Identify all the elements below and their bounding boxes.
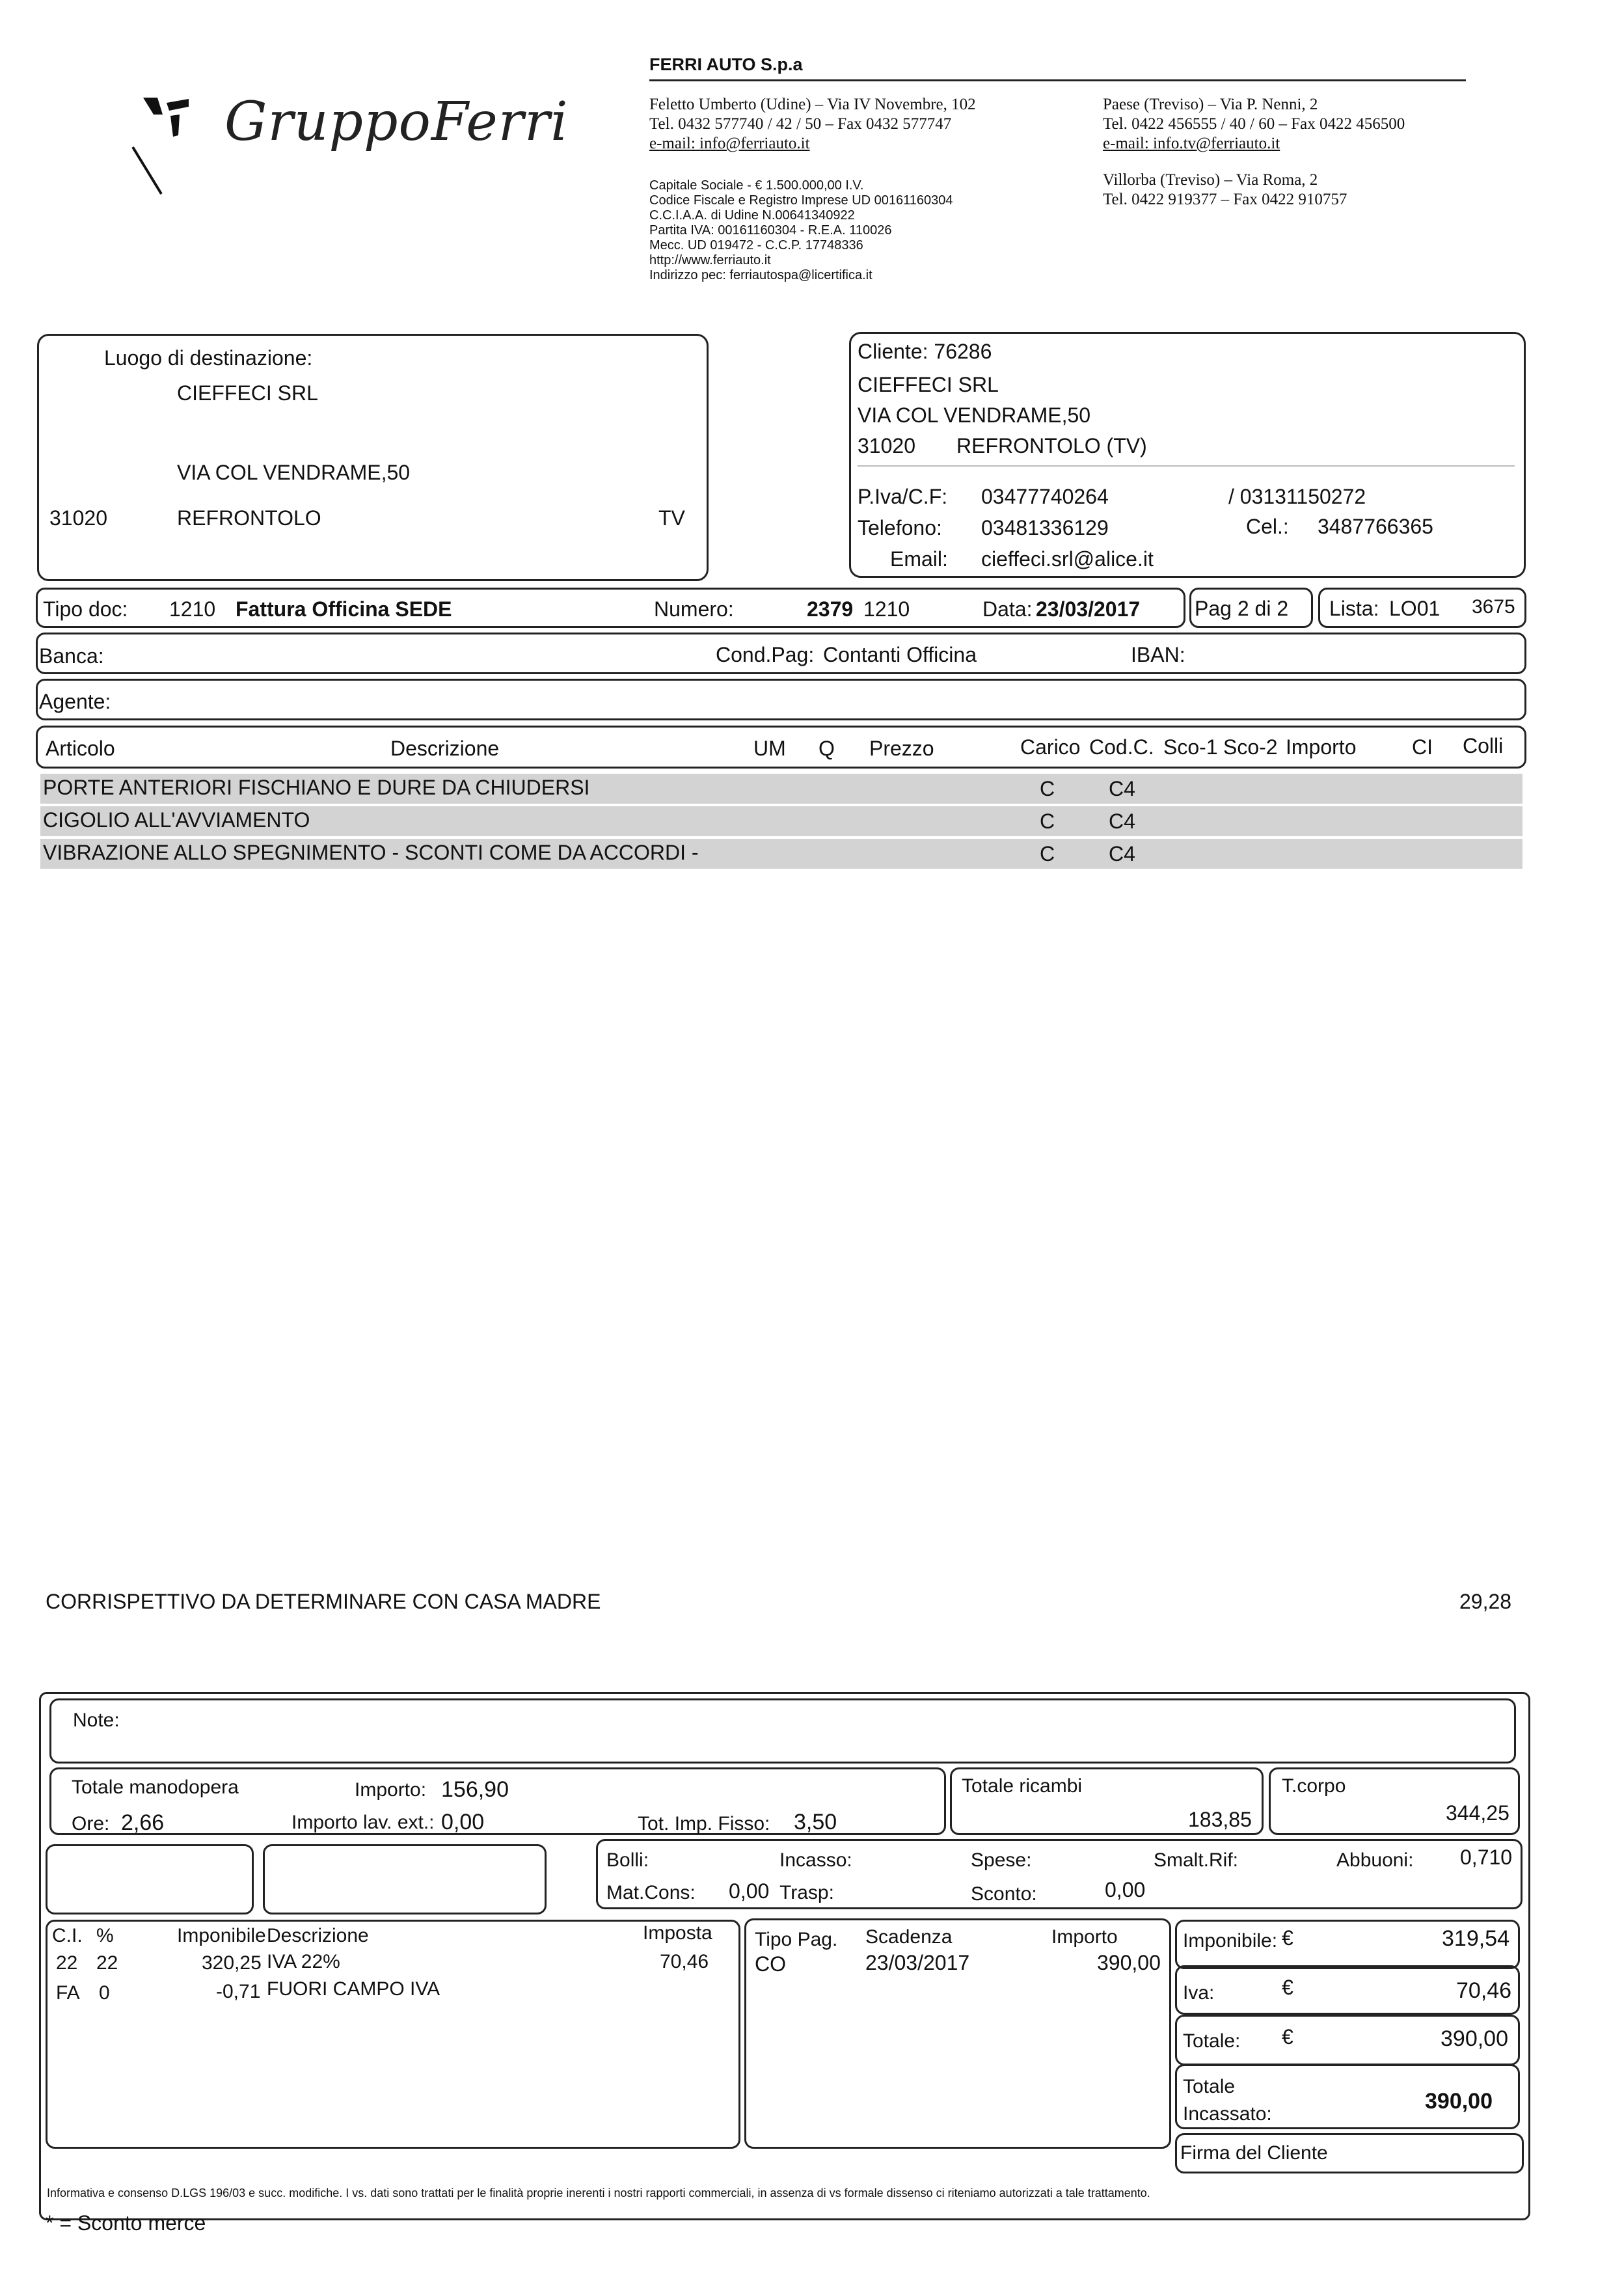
vat-row-percent: 22 — [96, 1952, 118, 1974]
taxable-total-label: Imponibile: — [1183, 1930, 1278, 1952]
collected-label-line2: Incassato: — [1183, 2103, 1272, 2125]
collected-label-line1: Totale — [1183, 2076, 1236, 2097]
legal-line: C.C.I.A.A. di Udine N.00641340922 — [649, 208, 855, 223]
doc-type-code: 1210 — [169, 597, 216, 621]
privacy-notice: Informativa e consenso D.LGS 196/03 e succ. modifiche. I vs. dati sono trattati per le finalità proprie inerenti i nostri rapporti commerciali, in assenza di vs formale dissenso ci riteniamo autorizzati a tale trattamento. — [47, 2186, 1150, 2200]
row-description: VIBRAZIONE ALLO SPEGNIMENTO - SCONTI COME DA ACCORDI - — [43, 841, 699, 864]
vat-col-ci: C.I. — [52, 1925, 83, 1946]
body-total-label: T.corpo — [1282, 1775, 1346, 1797]
header-rule — [649, 79, 1466, 81]
currency-symbol: € — [1282, 2025, 1293, 2049]
agent-box — [36, 679, 1526, 720]
hours-value: 2,66 — [121, 1810, 165, 1835]
consumables-label: Mat.Cons: — [606, 1882, 696, 1903]
fixed-tax-label: Tot. Imp. Fisso: — [638, 1813, 770, 1834]
destination-label: Luogo di destinazione: — [104, 346, 313, 370]
office-villorba-address: Villorba (Treviso) – Via Roma, 2 — [1103, 171, 1318, 189]
destination-cap: 31020 — [49, 506, 107, 530]
col-header-sco2: Sco-2 — [1223, 735, 1278, 759]
destination-city: REFRONTOLO — [177, 506, 321, 530]
payment-type-label: Tipo Pag. — [755, 1929, 838, 1950]
doc-type-name: Fattura Officina SEDE — [236, 597, 452, 621]
collection-label: Incasso: — [779, 1849, 852, 1871]
doc-number-suffix: 1210 — [863, 597, 910, 621]
client-address: VIA COL VENDRAME,50 — [858, 403, 1091, 427]
vat-col-percent: % — [96, 1925, 114, 1946]
logo-wordmark: GruppoFerri — [224, 91, 569, 153]
client-cel-label: Cel.: — [1246, 515, 1289, 538]
corrispettivo-value: 29,28 — [1459, 1590, 1512, 1613]
empty-box — [263, 1844, 547, 1914]
row-codc: C4 — [1109, 810, 1135, 833]
payment-due-date: 23/03/2017 — [865, 1951, 970, 1974]
note-label: Note: — [73, 1710, 120, 1731]
row-codc: C4 — [1109, 777, 1135, 800]
col-header-articolo: Articolo — [46, 737, 115, 760]
col-header-sco1: Sco-1 — [1163, 735, 1218, 759]
client-city: REFRONTOLO (TV) — [956, 434, 1147, 457]
grand-total-amount: 390,00 — [1441, 2026, 1508, 2051]
doc-number-label: Numero: — [654, 597, 734, 621]
iban-label: IBAN: — [1131, 643, 1185, 666]
vat-row-ci: FA — [56, 1982, 80, 2004]
lista-number: 3675 — [1472, 596, 1515, 618]
client-phone: 03481336129 — [981, 516, 1109, 539]
doc-date-label: Data: — [982, 597, 1033, 621]
lista-label: Lista: — [1329, 597, 1379, 620]
vat-breakdown-box — [46, 1920, 740, 2149]
client-email[interactable]: cieffeci.srl@alice.it — [981, 547, 1154, 571]
client-id: Cliente: 76286 — [858, 340, 992, 363]
vat-row-taxable: 320,25 — [202, 1952, 262, 1974]
client-name: CIEFFECI SRL — [858, 373, 999, 396]
consumables-amount: 0,00 — [729, 1879, 770, 1903]
currency-symbol: € — [1282, 1976, 1293, 1999]
labor-label: Totale manodopera — [72, 1777, 239, 1798]
legal-line: Capitale Sociale - € 1.500.000,00 I.V. — [649, 178, 864, 193]
row-description: PORTE ANTERIORI FISCHIANO E DURE DA CHIUDERSI — [43, 776, 590, 799]
col-header-um: UM — [753, 737, 786, 760]
vat-row-description: IVA 22% — [267, 1951, 340, 1972]
col-header-ci: CI — [1412, 735, 1433, 759]
stamps-label: Bolli: — [606, 1849, 649, 1871]
office-villorba-phone: Tel. 0422 919377 – Fax 0422 910757 — [1103, 191, 1347, 208]
client-cel: 3487766365 — [1318, 515, 1433, 538]
grand-total-label: Totale: — [1183, 2030, 1241, 2052]
client-cap: 31020 — [858, 434, 915, 457]
destination-box — [37, 334, 709, 581]
destination-name: CIEFFECI SRL — [177, 381, 318, 405]
office-villorba — [1103, 170, 1347, 210]
company-name: FERRI AUTO S.p.a — [649, 55, 803, 74]
payment-due-label: Scadenza — [865, 1926, 953, 1948]
vat-row-description: FUORI CAMPO IVA — [267, 1978, 440, 2000]
client-email-label: Email: — [890, 547, 948, 571]
col-header-prezzo: Prezzo — [869, 737, 934, 760]
agent-label: Agente: — [39, 690, 111, 713]
row-carico: C — [1040, 842, 1055, 865]
payment-amount-label: Importo — [1051, 1926, 1118, 1948]
empty-box — [46, 1844, 254, 1914]
vat-col-tax: Imposta — [643, 1922, 712, 1944]
expenses-label: Spese: — [971, 1849, 1032, 1871]
vat-row-tax: 70,46 — [660, 1951, 709, 1972]
note-box — [49, 1698, 1516, 1764]
allowances-label: Abbuoni: — [1336, 1849, 1414, 1871]
office-udine-address: Feletto Umberto (Udine) – Via IV Novembre, 102 — [649, 96, 976, 113]
customer-signature-label: Firma del Cliente — [1180, 2142, 1328, 2164]
col-header-carico: Carico — [1020, 735, 1081, 759]
discount-legend: * = Sconto merce — [46, 2211, 206, 2235]
payment-terms-label: Cond.Pag: — [716, 643, 815, 666]
vat-total-label: Iva: — [1183, 1982, 1215, 2004]
doc-page: Pag 2 di 2 — [1195, 597, 1289, 620]
destination-address: VIA COL VENDRAME,50 — [177, 461, 411, 484]
external-labor-amount: 0,00 — [441, 1810, 485, 1834]
gruppo-ferri-logo-mark — [124, 90, 215, 200]
parts-amount: 183,85 — [1188, 1808, 1252, 1831]
corrispettivo-text: CORRISPETTIVO DA DETERMINARE CON CASA MADRE — [46, 1590, 601, 1613]
office-udine-email[interactable]: e-mail: info@ferriauto.it — [649, 135, 810, 152]
office-udine-phone: Tel. 0432 577740 / 42 / 50 – Fax 0432 577747 — [649, 115, 952, 133]
labor-amount-label: Importo: — [355, 1779, 427, 1801]
vat-col-description: Descrizione — [267, 1925, 369, 1946]
row-codc: C4 — [1109, 842, 1135, 865]
doc-number: 2379 — [807, 597, 854, 621]
currency-symbol: € — [1282, 1926, 1293, 1950]
legal-website[interactable]: http://www.ferriauto.it — [649, 253, 771, 267]
fixed-tax-amount: 3,50 — [794, 1810, 837, 1834]
transport-label: Trasp: — [779, 1882, 834, 1903]
taxable-total-amount: 319,54 — [1442, 1926, 1509, 1951]
office-paese-phone: Tel. 0422 456555 / 40 / 60 – Fax 0422 456500 — [1103, 115, 1405, 133]
office-paese — [1103, 95, 1405, 154]
parts-label: Totale ricambi — [962, 1775, 1083, 1797]
vat-total-amount: 70,46 — [1456, 1978, 1512, 2003]
client-piva-label: P.Iva/C.F: — [858, 485, 948, 508]
company-legal-info — [649, 178, 953, 283]
legal-line: Mecc. UD 019472 - C.C.P. 17748336 — [649, 238, 863, 252]
col-header-q: Q — [819, 737, 835, 760]
payment-terms: Contanti Officina — [823, 643, 977, 666]
vat-row-ci: 22 — [56, 1952, 78, 1974]
doc-type-label: Tipo doc: — [43, 597, 128, 621]
row-carico: C — [1040, 777, 1055, 800]
row-description: CIGOLIO ALL'AVVIAMENTO — [43, 808, 310, 832]
col-header-descrizione: Descrizione — [390, 737, 500, 760]
doc-date: 23/03/2017 — [1036, 597, 1141, 621]
allowances-amount: 0,710 — [1460, 1846, 1513, 1869]
vat-col-taxable: Imponibile — [177, 1925, 266, 1946]
office-paese-email[interactable]: e-mail: info.tv@ferriauto.it — [1103, 135, 1280, 152]
disposal-label: Smalt.Rif: — [1154, 1849, 1239, 1871]
client-box — [849, 332, 1526, 578]
hours-label: Ore: — [72, 1813, 110, 1834]
legal-line: Partita IVA: 00161160304 - R.E.A. 110026 — [649, 223, 892, 238]
col-header-importo: Importo — [1286, 735, 1357, 759]
row-carico: C — [1040, 810, 1055, 833]
labor-amount: 156,90 — [441, 1777, 509, 1802]
client-divider — [858, 465, 1515, 467]
office-paese-address: Paese (Treviso) – Via P. Nenni, 2 — [1103, 96, 1318, 113]
lista-value: LO01 — [1389, 597, 1441, 620]
collected-amount: 390,00 — [1425, 2089, 1493, 2114]
col-header-codc: Cod.C. — [1089, 735, 1154, 759]
bank-label: Banca: — [39, 644, 104, 668]
payment-type: CO — [755, 1952, 786, 1976]
legal-line: Codice Fiscale e Registro Imprese UD 00161160304 — [649, 193, 953, 208]
vat-row-taxable: -0,71 — [216, 1981, 261, 2002]
discount-amount: 0,00 — [1105, 1878, 1146, 1901]
col-header-colli: Colli — [1463, 734, 1504, 757]
payment-amount: 390,00 — [1097, 1951, 1161, 1974]
discount-label: Sconto: — [971, 1883, 1037, 1905]
client-phone-label: Telefono: — [858, 516, 942, 539]
client-cf: / 03131150272 — [1228, 485, 1366, 508]
body-total-amount: 344,25 — [1446, 1801, 1509, 1825]
client-piva: 03477740264 — [981, 485, 1109, 508]
external-labor-label: Importo lav. ext.: — [291, 1812, 435, 1833]
destination-province: TV — [658, 506, 685, 530]
legal-pec: Indirizzo pec: ferriautospa@licertifica.it — [649, 268, 873, 282]
vat-row-percent: 0 — [99, 1982, 110, 2004]
office-udine — [649, 95, 976, 154]
